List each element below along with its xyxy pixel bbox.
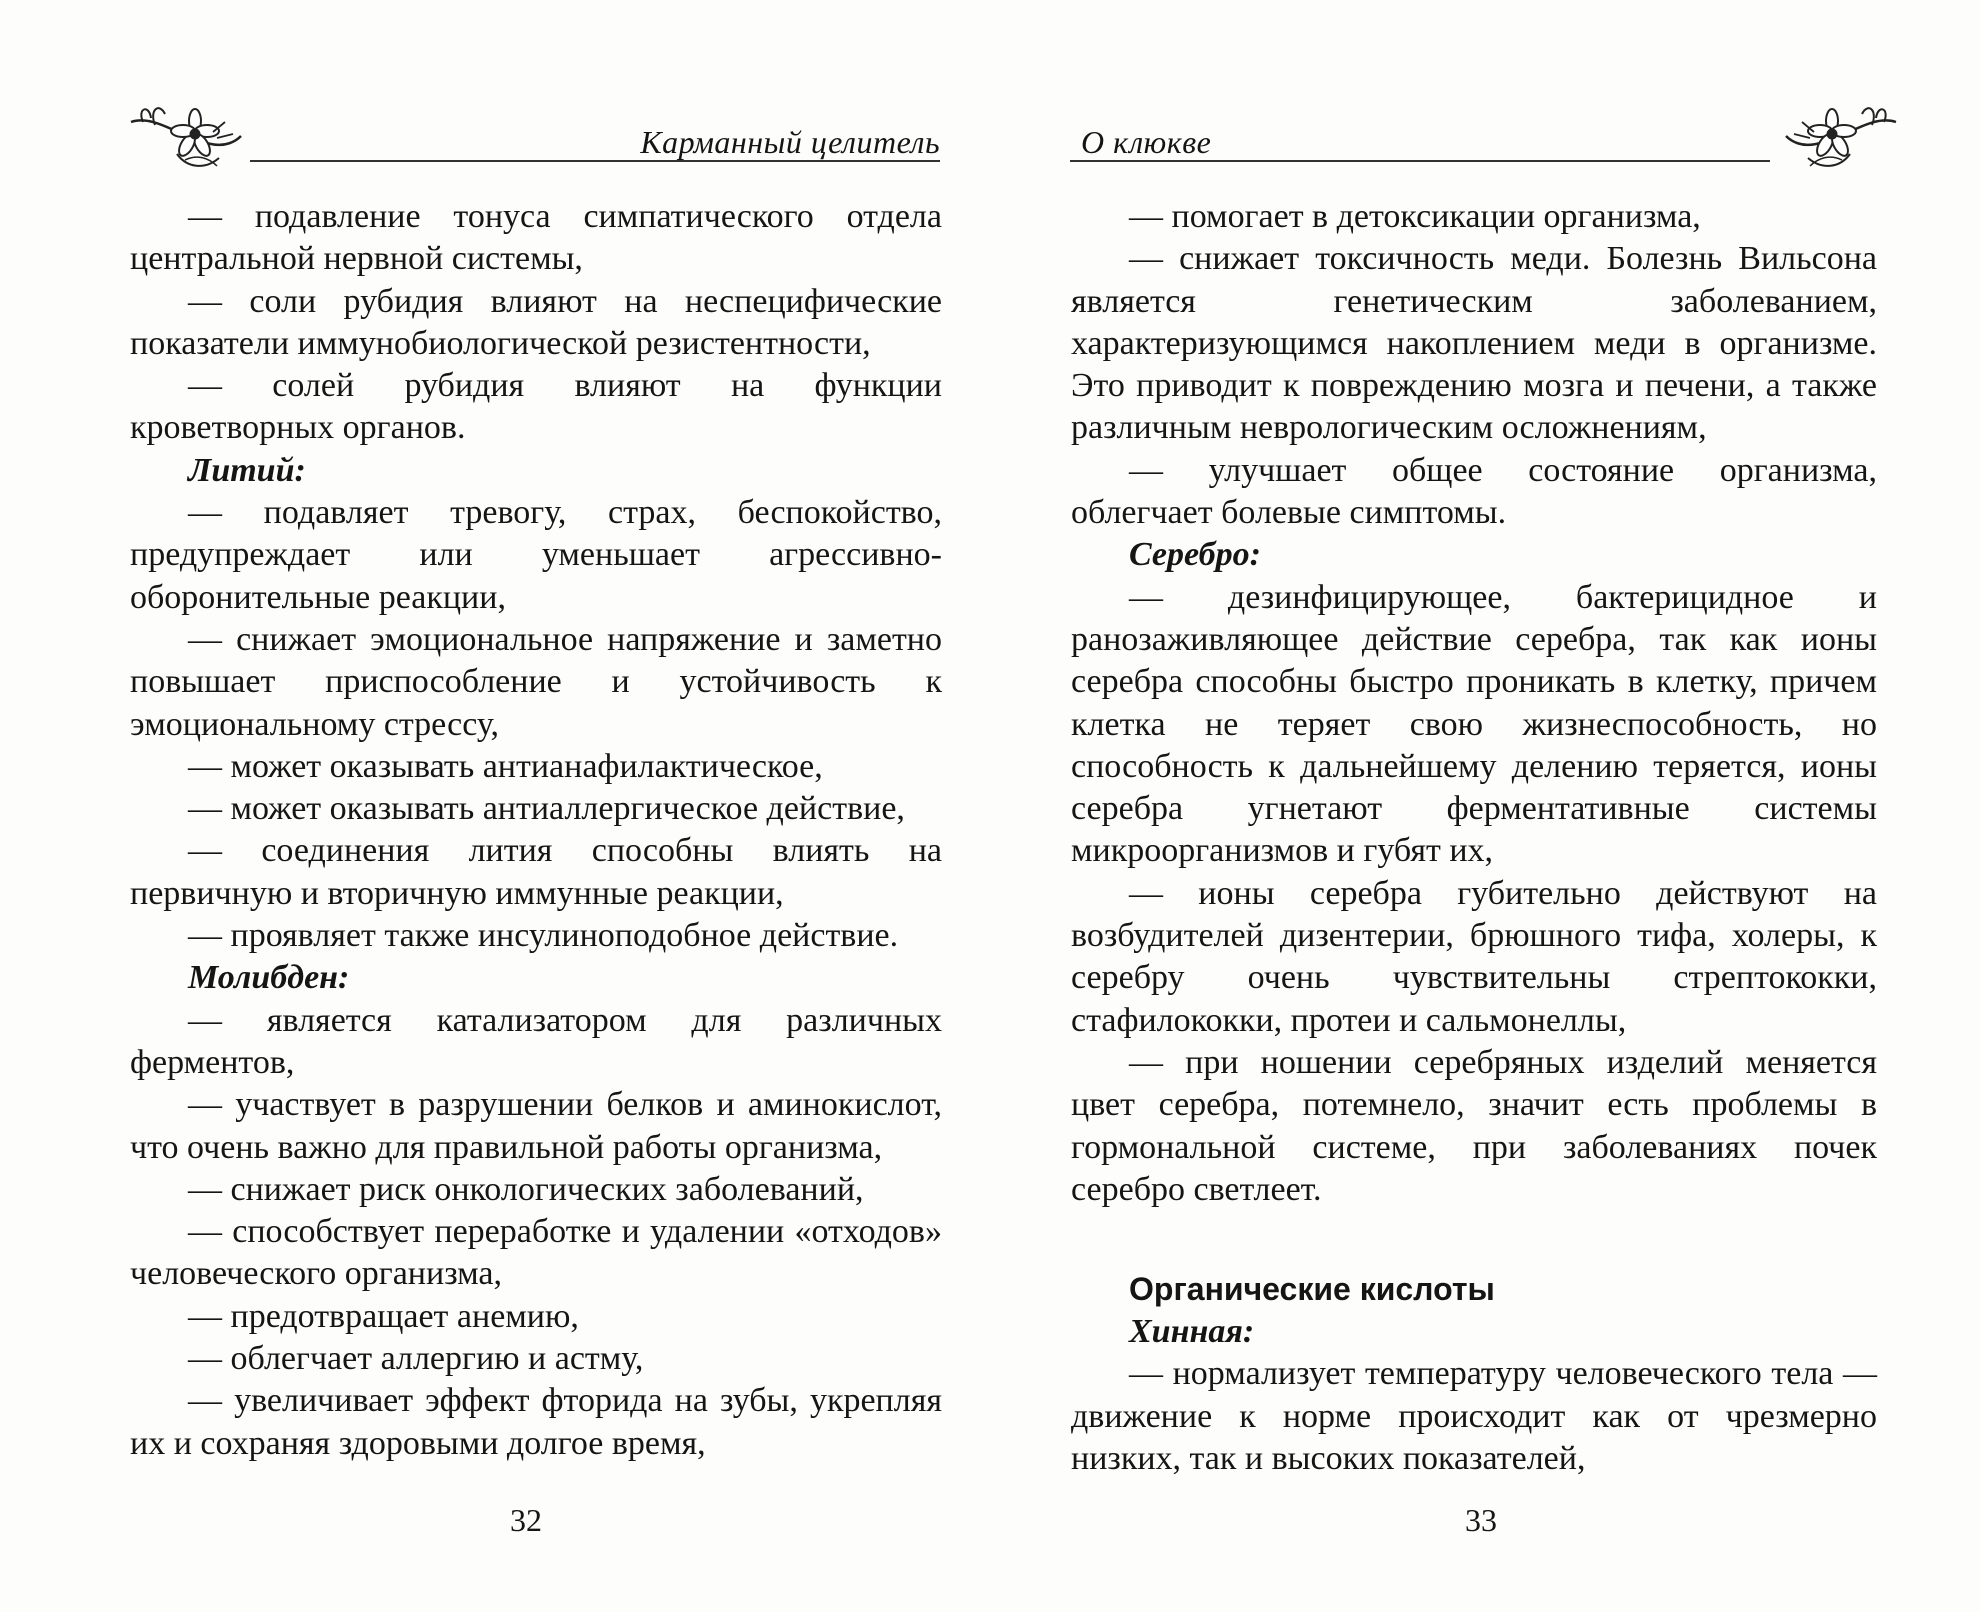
term-heading-silver: Серебро:: [1129, 536, 1261, 574]
section-heading: Органические кислоты: [1129, 1271, 1495, 1308]
paragraph: — подавляет тревогу, страх, беспокойство, предупреждает или уменьшает агрессивно-оборонительные реакции,: [130, 494, 942, 616]
paragraph: — может оказывать антиаллергическое действие,: [188, 790, 905, 828]
term-heading-lithium: Литий:: [188, 451, 306, 489]
running-head: О клюкве: [1081, 124, 1212, 160]
paragraph: — соединения лития способны влиять на первичную и вторичную иммунные реакции,: [130, 832, 942, 912]
paragraph: — подавление тонуса симпатического отдела центральной нервной системы,: [130, 198, 942, 278]
paragraph: — при ношении серебряных изделий меняется цвет серебра, потемнело, значит есть проблемы в гормональной системе, при заболеваниях почек серебро светлеет.: [1071, 1043, 1877, 1208]
paragraph: — способствует переработке и удалении «отходов» человеческого организма,: [130, 1213, 942, 1293]
right-page: [990, 0, 1980, 1612]
header-rule: [1070, 160, 1770, 162]
floral-ornament-icon: [125, 92, 245, 178]
header-rule: [250, 160, 940, 162]
paragraph: — снижает эмоциональное напряжение и заметно повышает приспособление и устойчивость к эмоциональному стрессу,: [130, 620, 942, 743]
paragraph: — помогает в детоксикации организма,: [1129, 198, 1701, 235]
paragraph: — солей рубидия влияют на функции кроветворных органов.: [130, 367, 942, 447]
paragraph: — участвует в разрушении белков и аминокислот, что очень важно для правильной работы организма,: [130, 1086, 942, 1166]
term-heading-quinic: Хинная:: [1129, 1313, 1255, 1351]
paragraph: — ионы серебра губительно действуют на возбудителей дизентерии, брюшного тифа, холеры, к серебру очень чувствительны стрептококки, стафилококки, протеи и сальмонеллы,: [1071, 874, 1877, 1039]
paragraph: — увеличивает эффект фторида на зубы, укрепляя их и сохраняя здоровыми долгое время,: [130, 1382, 942, 1462]
paragraph: — проявляет также инсулиноподобное действие.: [188, 917, 899, 955]
floral-ornament-icon: [1782, 92, 1902, 178]
paragraph: — улучшает общее состояние организма, облегчает болевые симптомы.: [1071, 451, 1877, 532]
paragraph: — снижает токсичность меди. Болезнь Вильсона является генетическим заболеванием, характеризующимся накоплением меди в организме. Это приводит к повреждению мозга и печени, а также различным неврологическим осложнениям,: [1071, 240, 1877, 447]
paragraph: — дезинфицирующее, бактерицидное и ранозаживляющее действие серебра, так как ионы серебра способны быстро проникать в клетку, причем клетка не теряет свою жизнеспособность, но способность к дальнейшему делению теряется, ионы серебра угнетают ферментативные системы микроорганизмов и губят их,: [1071, 578, 1877, 870]
paragraph: — предотвращает анемию,: [188, 1297, 579, 1335]
paragraph: — снижает риск онкологических заболеваний,: [188, 1170, 864, 1208]
paragraph: — облегчает аллергию и астму,: [188, 1340, 644, 1378]
paragraph: — нормализует температуру человеческого тела — движение к норме происходит как от чрезмерно низких, так и высоких показателей,: [1071, 1355, 1877, 1478]
left-body-text: [130, 196, 942, 1465]
page-number: 33: [1465, 1502, 1497, 1538]
paragraph: — является катализатором для различных ферментов,: [130, 1001, 942, 1081]
running-head: Карманный целитель: [640, 124, 940, 160]
term-heading-molybdenum: Молибден:: [188, 959, 350, 997]
paragraph: — соли рубидия влияют на неспецифические показатели иммунобиологической резистентности,: [130, 282, 942, 362]
right-body-text: [1071, 196, 1877, 1480]
paragraph: — может оказывать антианафилактическое,: [188, 747, 823, 785]
page-number: 32: [510, 1502, 542, 1538]
